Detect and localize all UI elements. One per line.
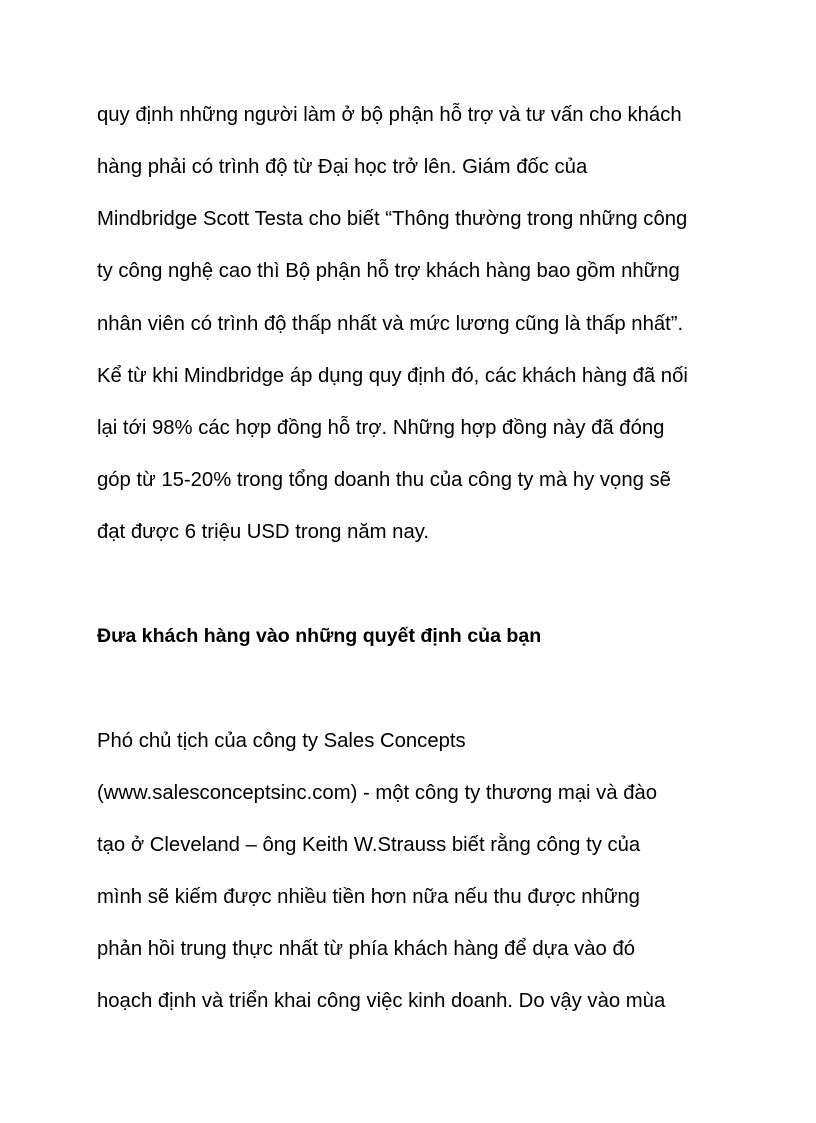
paragraph-2-line-3: tạo ở Cleveland – ông Keith W.Strauss biết rằng công ty của: [97, 834, 641, 856]
paragraph-1-line-8: góp từ 15-20% trong tổng doanh thu của công ty mà hy vọng sẽ: [97, 469, 671, 491]
paragraph-1-line-5: nhân viên có trình độ thấp nhất và mức lương cũng là thấp nhất”.: [97, 313, 684, 335]
paragraph-1-line-6: Kể từ khi Mindbridge áp dụng quy định đó, các khách hàng đã nối: [97, 365, 688, 387]
paragraph-2-line-4: mình sẽ kiếm được nhiều tiền hơn nữa nếu thu được những: [97, 886, 640, 908]
paragraph-1-line-3: Mindbridge Scott Testa cho biết “Thông thường trong những công: [97, 208, 688, 230]
paragraph-1-line-4: ty công nghệ cao thì Bộ phận hỗ trợ khách hàng bao gồm những: [97, 260, 680, 282]
paragraph-1-line-7: lại tới 98% các hợp đồng hỗ trợ. Những hợp đồng này đã đóng: [97, 417, 665, 439]
paragraph-2-line-5: phản hồi trung thực nhất từ phía khách hàng để dựa vào đó: [97, 938, 636, 960]
paragraph-2-line-6: hoạch định và triển khai công việc kinh doanh. Do vậy vào mùa: [97, 990, 666, 1012]
section-heading: Đưa khách hàng vào những quyết định của bạn: [97, 625, 542, 647]
paragraph-1-line-2: hàng phải có trình độ từ Đại học trở lên. Giám đốc của: [97, 156, 588, 178]
paragraph-2-line-2: (www.salesconceptsinc.com) - một công ty thương mại và đào: [97, 782, 658, 804]
paragraph-1-line-9: đạt được 6 triệu USD trong năm nay.: [97, 521, 429, 543]
paragraph-1-line-1: quy định những người làm ở bộ phận hỗ trợ và tư vấn cho khách: [97, 104, 682, 126]
paragraph-2-line-1: Phó chủ tịch của công ty Sales Concepts: [97, 730, 466, 752]
